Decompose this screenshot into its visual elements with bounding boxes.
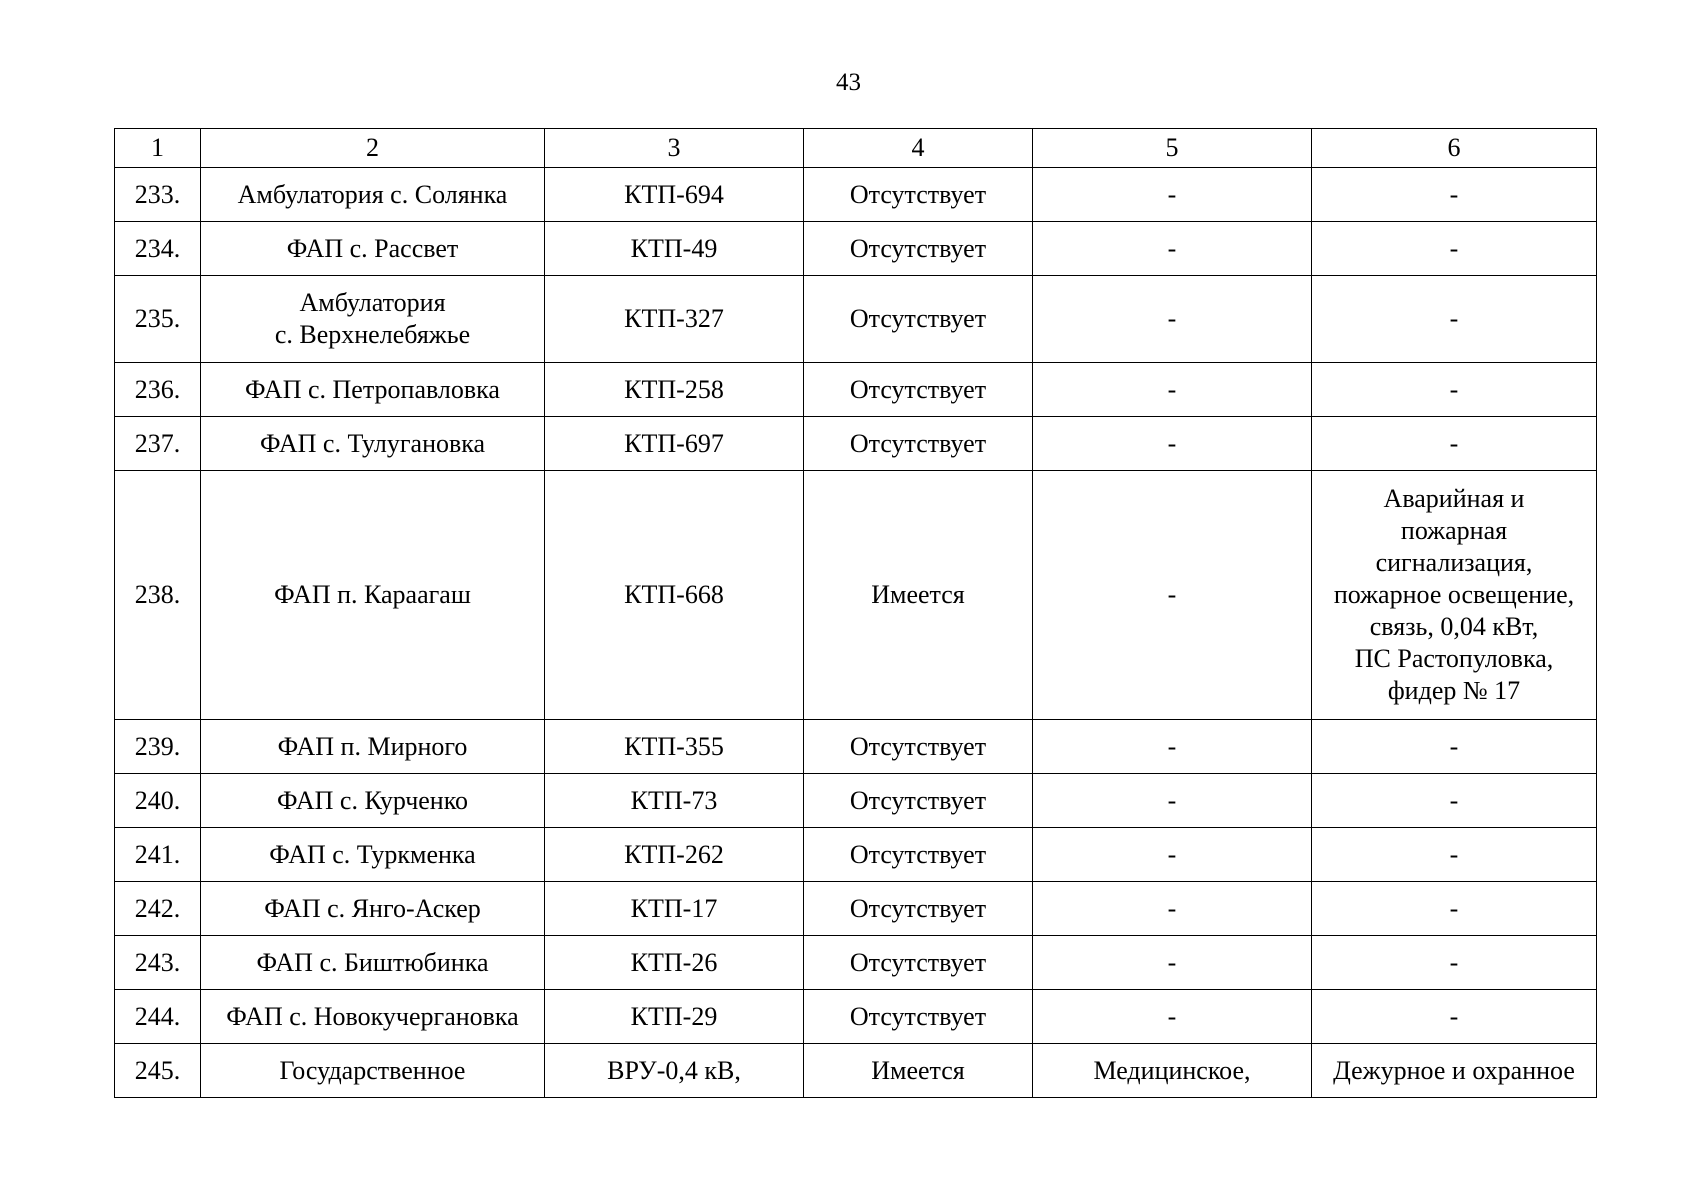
table-row	[115, 417, 1597, 471]
column-6-cell: -	[1312, 363, 1597, 417]
row-number-cell: 238.	[115, 471, 201, 720]
row-number-cell: 241.	[115, 828, 201, 882]
substation-cell: КТП-73	[545, 774, 804, 828]
substation-cell: КТП-26	[545, 936, 804, 990]
facility-cell: ФАП с. Новокучергановка	[201, 990, 545, 1044]
facility-cell: ФАП с. Петропавловка	[201, 363, 545, 417]
availability-cell: Отсутствует	[804, 222, 1033, 276]
facility-cell: ФАП с. Туркменка	[201, 828, 545, 882]
column-6-cell: -	[1312, 828, 1597, 882]
column-5-cell: -	[1033, 882, 1312, 936]
substation-cell: КТП-262	[545, 828, 804, 882]
facility-cell: Амбулатория с. Солянка	[201, 168, 545, 222]
row-number-cell: 242.	[115, 882, 201, 936]
row-number-cell: 237.	[115, 417, 201, 471]
substation-cell: КТП-327	[545, 276, 804, 363]
substation-cell: КТП-694	[545, 168, 804, 222]
availability-cell: Отсутствует	[804, 417, 1033, 471]
column-6-cell: -	[1312, 720, 1597, 774]
table-row	[115, 471, 1597, 720]
column-6-cell: -	[1312, 276, 1597, 363]
column-5-cell: -	[1033, 276, 1312, 363]
substation-cell: КТП-697	[545, 417, 804, 471]
header-cell: 2	[201, 129, 545, 168]
header-cell: 1	[115, 129, 201, 168]
page-number: 43	[836, 69, 861, 96]
facility-cell: ФАП с. Рассвет	[201, 222, 545, 276]
data-table	[114, 128, 1597, 1098]
column-5-cell: -	[1033, 936, 1312, 990]
column-6-cell: -	[1312, 936, 1597, 990]
table-row	[115, 828, 1597, 882]
facility-cell: Государственное	[201, 1044, 545, 1098]
column-5-cell: -	[1033, 417, 1312, 471]
table-row	[115, 882, 1597, 936]
table-row	[115, 222, 1597, 276]
availability-cell: Отсутствует	[804, 720, 1033, 774]
table-header-row	[115, 129, 1597, 168]
row-number-cell: 240.	[115, 774, 201, 828]
column-6-cell: -	[1312, 774, 1597, 828]
column-6-cell: -	[1312, 417, 1597, 471]
column-5-cell: -	[1033, 720, 1312, 774]
column-6-cell: -	[1312, 882, 1597, 936]
column-5-cell: -	[1033, 774, 1312, 828]
availability-cell: Отсутствует	[804, 936, 1033, 990]
facility-cell: ФАП с. Янго-Аскер	[201, 882, 545, 936]
availability-cell: Отсутствует	[804, 363, 1033, 417]
facility-cell: ФАП с. Тулугановка	[201, 417, 545, 471]
facility-cell: ФАП п. Караагаш	[201, 471, 545, 720]
column-5-cell: -	[1033, 828, 1312, 882]
facility-cell: Амбулатория с. Верхнелебяжье	[201, 276, 545, 363]
table-row	[115, 936, 1597, 990]
row-number-cell: 243.	[115, 936, 201, 990]
header-cell: 5	[1033, 129, 1312, 168]
substation-cell: КТП-49	[545, 222, 804, 276]
column-6-cell: -	[1312, 990, 1597, 1044]
substation-cell: КТП-17	[545, 882, 804, 936]
table-row	[115, 168, 1597, 222]
substation-cell: ВРУ-0,4 кВ,	[545, 1044, 804, 1098]
availability-cell: Имеется	[804, 471, 1033, 720]
table-row	[115, 720, 1597, 774]
table-row	[115, 363, 1597, 417]
substation-cell: КТП-258	[545, 363, 804, 417]
substation-cell: КТП-668	[545, 471, 804, 720]
column-6-cell: Дежурное и охранное	[1312, 1044, 1597, 1098]
facility-cell: ФАП с. Курченко	[201, 774, 545, 828]
row-number-cell: 245.	[115, 1044, 201, 1098]
availability-cell: Отсутствует	[804, 990, 1033, 1044]
row-number-cell: 239.	[115, 720, 201, 774]
row-number-cell: 236.	[115, 363, 201, 417]
availability-cell: Отсутствует	[804, 168, 1033, 222]
table-row	[115, 1044, 1597, 1098]
table-row	[115, 774, 1597, 828]
substation-cell: КТП-29	[545, 990, 804, 1044]
header-cell: 6	[1312, 129, 1597, 168]
header-cell: 3	[545, 129, 804, 168]
table-row	[115, 276, 1597, 363]
column-5-cell: Медицинское,	[1033, 1044, 1312, 1098]
header-cell: 4	[804, 129, 1033, 168]
facility-cell: ФАП п. Мирного	[201, 720, 545, 774]
table-row	[115, 990, 1597, 1044]
row-number-cell: 244.	[115, 990, 201, 1044]
row-number-cell: 234.	[115, 222, 201, 276]
column-6-cell: -	[1312, 222, 1597, 276]
column-5-cell: -	[1033, 168, 1312, 222]
column-6-cell: Аварийная и пожарная сигнализация, пожарное освещение, связь, 0,04 кВт, ПС Растопуловка, фидер № 17	[1312, 471, 1597, 720]
row-number-cell: 233.	[115, 168, 201, 222]
facility-cell: ФАП с. Биштюбинка	[201, 936, 545, 990]
availability-cell: Отсутствует	[804, 828, 1033, 882]
row-number-cell: 235.	[115, 276, 201, 363]
availability-cell: Имеется	[804, 1044, 1033, 1098]
column-5-cell: -	[1033, 990, 1312, 1044]
substation-cell: КТП-355	[545, 720, 804, 774]
column-5-cell: -	[1033, 471, 1312, 720]
availability-cell: Отсутствует	[804, 276, 1033, 363]
column-5-cell: -	[1033, 363, 1312, 417]
availability-cell: Отсутствует	[804, 882, 1033, 936]
column-6-cell: -	[1312, 168, 1597, 222]
availability-cell: Отсутствует	[804, 774, 1033, 828]
column-5-cell: -	[1033, 222, 1312, 276]
